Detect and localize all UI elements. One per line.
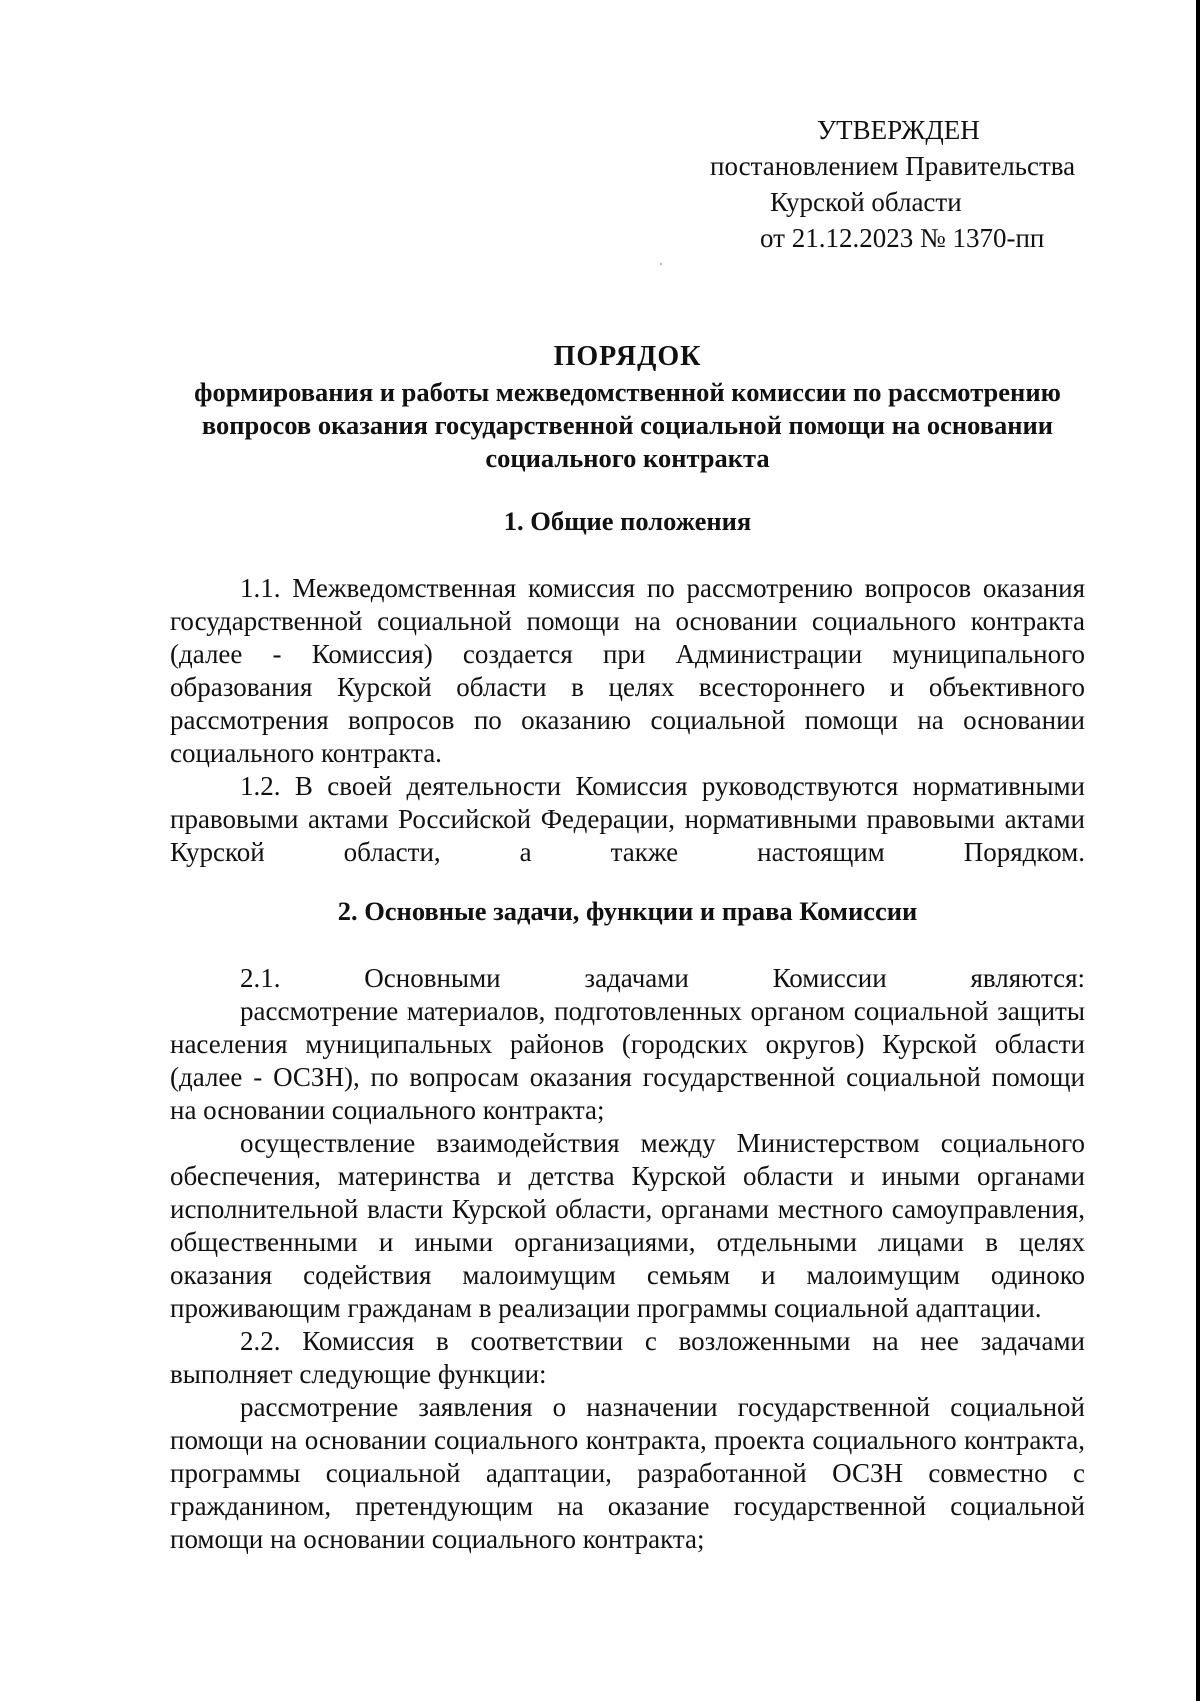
scan-speck — [660, 263, 662, 265]
approval-line-2: постановлением Правительства — [710, 151, 1076, 181]
paragraph-2-2-a: рассмотрение заявления о назначении государственной социальной помощи на основании социального контракта, проекта социального контракта, программы социальной адаптации, разработанной ОСЗН совместно с гражданином, претендующим на оказание государственной социальной помощи на основании социального контракта; — [170, 1392, 1085, 1554]
section-2-body — [170, 962, 1085, 1556]
section-1-heading: 1. Общие положения — [503, 506, 752, 536]
paragraph-2-1: 2.1. Основными задачами Комиссии являются: — [240, 963, 1085, 993]
paragraph-2-1-b: осуществление взаимодействия между Министерством социального обеспечения, материнства и детства Курской области и иными органами исполнительной власти Курской области, органами местного самоуправления, общественными и иными организациями, отдельными лицами в целях оказания содействия малоимущим семьям и малоимущим одиноко проживающим гражданам в реализации программы социальной адаптации. — [170, 1128, 1085, 1323]
title-main: ПОРЯДОК — [553, 341, 702, 372]
paragraph-2-1-a: рассмотрение материалов, подготовленных органом социальной защиты населения муниципальных районов (городских округов) Курской области (далее - ОСЗН), по вопросам оказания государственной социальной помощи на основании социального контракта; — [170, 996, 1085, 1125]
paragraph-1-1: 1.1. Межведомственная комиссия по рассмотрению вопросов оказания государственной социальной помощи на основании социального контракта (далее - Комиссия) создается при Администрации муниципального образования Курской области в целях всестороннего и объективного рассмотрения вопросов по оказанию социальной помощи на основании социального контракта. — [170, 573, 1085, 768]
approval-line-4: от 21.12.2023 № 1370-пп — [760, 223, 1045, 253]
section-2-heading: 2. Основные задачи, функции и права Комиссии — [337, 896, 918, 926]
approval-line-3: Курской области — [770, 187, 962, 217]
paragraph-1-2: 1.2. В своей деятельности Комиссия руководствуются нормативными правовыми актами Российской Федерации, нормативными правовыми актами Курской области, а также настоящим Порядком. — [170, 771, 1085, 867]
paragraph-2-2: 2.2. Комиссия в соответствии с возложенными на нее задачами выполняет следующие функции: — [170, 1326, 1085, 1389]
section-1-body — [170, 572, 1085, 869]
scan-edge — [1196, 0, 1200, 1701]
approval-line-1: УТВЕРЖДЕН — [817, 115, 980, 145]
title-subtitle: формирования и работы межведомственной комиссии по рассмотрению вопросов оказания государственной социальной помощи на основании социального контракта — [194, 377, 1061, 473]
approval-stamp — [710, 112, 1130, 256]
document-title — [170, 338, 1085, 475]
